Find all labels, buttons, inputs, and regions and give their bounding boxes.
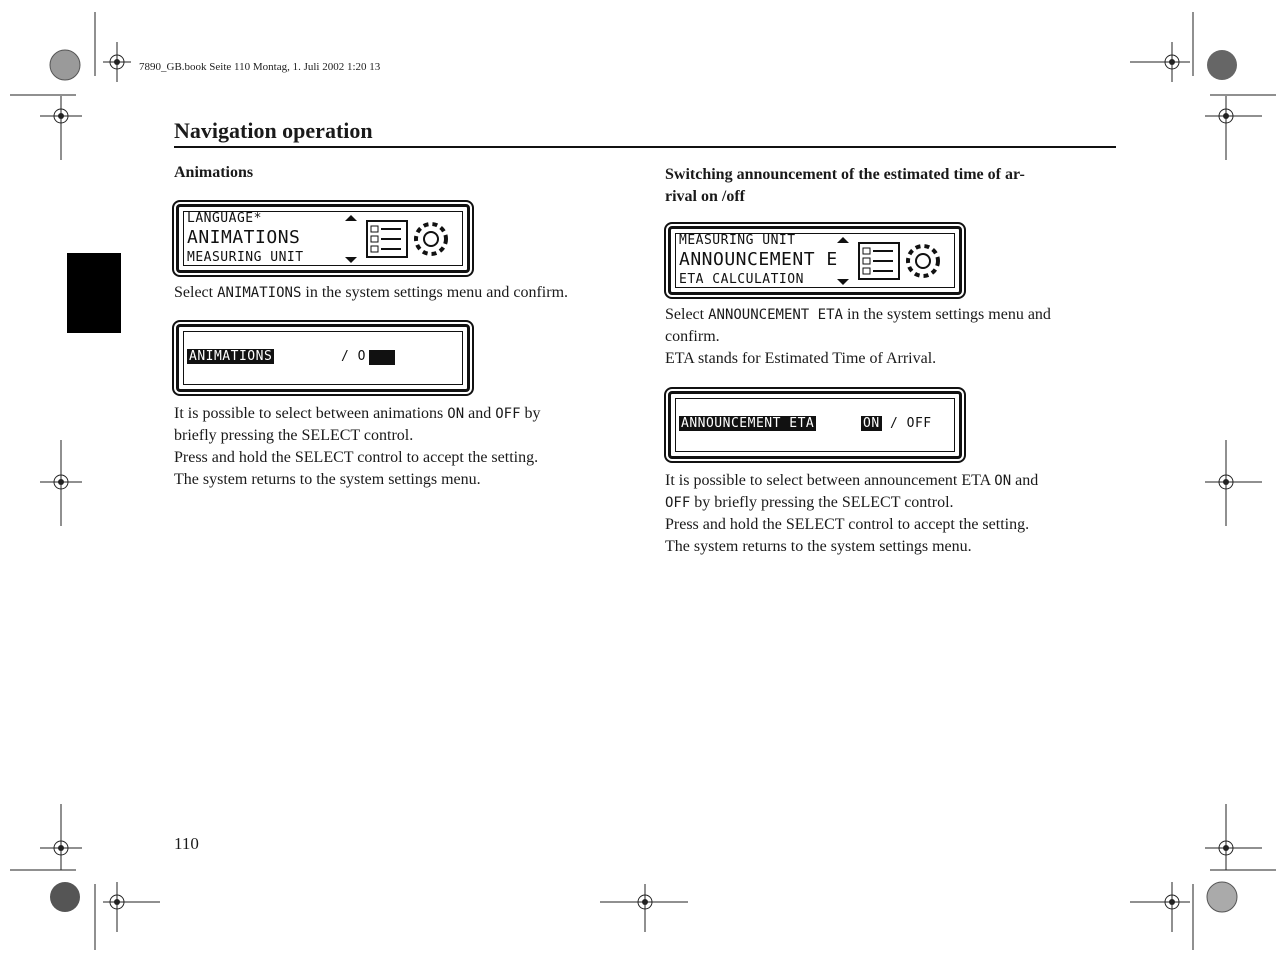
file-meta: 7890_GB.book Seite 110 Montag, 1. Juli 2002 1:20 13 <box>139 61 381 73</box>
settings-gear-icon <box>857 237 949 285</box>
title-rule <box>174 146 1116 148</box>
code-announcement-eta: ANNOUNCEMENT ETA <box>708 307 843 323</box>
code-animations: ANIMATIONS <box>217 285 302 301</box>
lcd-line-2: ANNOUNCEMENT E <box>679 249 838 270</box>
lcd-line-1: MEASURING UNIT <box>679 233 796 248</box>
right-paragraph-2: It is possible to select between announcement ETA ON and OFF by briefly pressing the SELECT control. Press and hold the SELECT control to accept the setting. The system returns to the system settings menu. <box>665 472 1039 555</box>
lcd-line-3: MEASURING UNIT <box>187 250 304 265</box>
right-instruction-1: Select ANNOUNCEMENT ETA in the system settings menu and confirm. ETA stands for Estimated Time of Arrival. <box>665 306 1051 367</box>
lcd-line-2: ANIMATIONS <box>187 227 301 248</box>
page-title: Navigation operation <box>174 118 373 143</box>
left-paragraph-2: It is possible to select between animations ON and OFF by briefly pressing the SELECT control. Press and hold the SELECT control to accept the setting. The system returns to the system settings menu. <box>174 405 541 488</box>
settings-gear-icon <box>365 215 457 263</box>
lcd-line-1: LANGUAGE* <box>187 211 262 226</box>
lcd-line-3: ETA CALCULATION <box>679 272 804 287</box>
setting-label-eta: ANNOUNCEMENT ETA <box>681 416 815 431</box>
lcd-menu-announcement <box>668 226 962 295</box>
cursor-block <box>369 350 395 365</box>
scroll-arrows-icon <box>835 235 851 287</box>
left-instruction-1: Select ANIMATIONS in the system settings menu and confirm. <box>174 284 569 301</box>
setting-on: ON <box>863 416 880 431</box>
chapter-tab <box>67 253 121 333</box>
scroll-arrows-icon <box>343 213 359 265</box>
setting-off: OFF <box>906 416 932 431</box>
section-heading-animations: Animations <box>174 164 254 181</box>
setting-on-off: / O <box>341 349 366 364</box>
lcd-animations-setting <box>176 324 470 392</box>
section-heading-eta: Switching announcement of the estimated time of ar- rival on /off <box>665 166 1025 205</box>
page-number: 110 <box>174 834 199 853</box>
setting-label-animations: ANIMATIONS <box>189 349 273 364</box>
lcd-menu-animations <box>176 204 470 273</box>
lcd-eta-setting: ANNOUNCEMENT ETA ON / OFF <box>668 391 962 459</box>
